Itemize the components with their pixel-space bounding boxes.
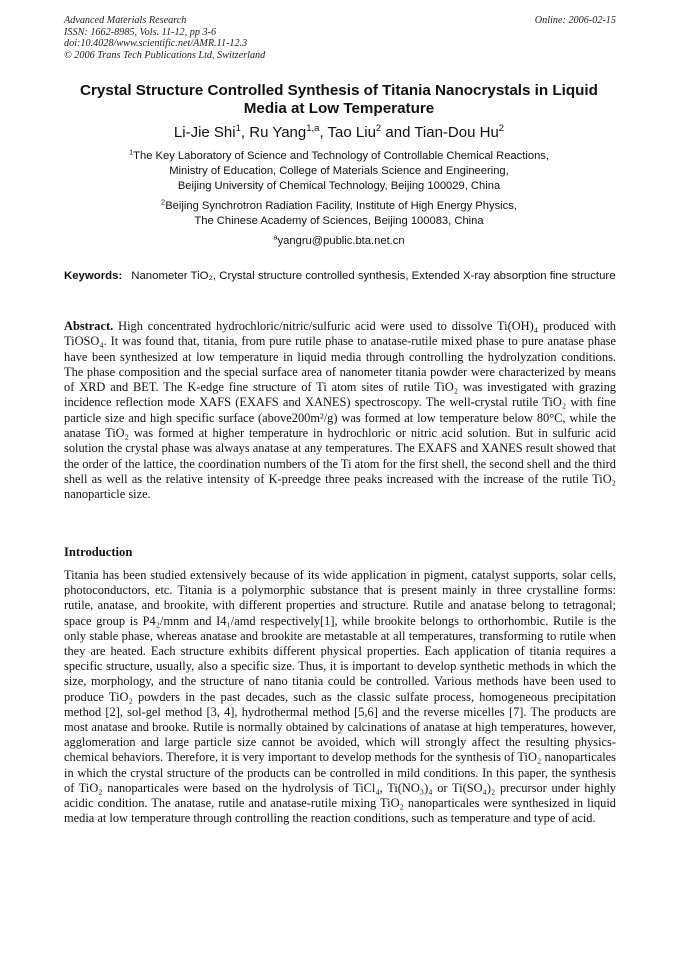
affiliation-line: Beijing University of Chemical Technology, Beijing 100029, China: [177, 180, 501, 192]
abstract-text: High concentrated hydrochloric/nitric/sulfuric acid were used to dissolve Ti(OH)₄ produced with TiOSO₄. It was found that, titania, from pure rutile phase to anatase-rutile mixed phase to pure anatase phase have been synthesized at low temperature in liquid media through controlling the hydrolyzation conditions. The phase composition and the special surface area of nanometer titania powder were characterized by means of XRD and BET. The K-edge fine structure of Ti atom sites of rutile TiO₂ was investigated with grazing incidence reflection mode XAFS (EXAFS and XANES) spectroscopy. The well-crystal rutile TiO₂ with fine particle size and high specific surface (above200m²/g) was formed at low temperature below 80°C, while the anatase TiO₂ was formed at higher temperature in hydrochloric or nitric acid solution. But in sulfuric acid solution the crystal phase was always anatase at any temperatures. The EXAFS and XANES result showed that the order of the lattice, the coordination numbers of the Ti atom for the first shell, the second shell and the third shell as well as the relative intensity of K-preedge three peaks increased with the increase of the rutile TiO₂ nanoparticle size.: [64, 319, 616, 502]
section-heading-introduction: Introduction: [64, 545, 133, 559]
introduction-body: Titania has been studied extensively because of its wide application in pigment, catalyst supports, solar cells, photoconductors, etc. Titania is a polymorphic substance that is present mainly in three crystalline forms: rutile, anatase, and brookite, with different properties and structure. Rutile and anatase belong to tetragonal; space group is P4₂/mnm and I4₁/amd respectively[1], while brookite belongs to orthorhombic. Rutile is the only stable phase, whereas anatase and brookite are metastable at all temperatures, transforming to rutile when they are heated. Each structure exhibits different physical properties. Each application of titania requires a specific structure, usually, also a specific size. Thus, it is important to develop synthetic methods in which the size, morphology, and the structure of nano titania could be controlled. Various methods have been used to produce TiO₂ powders in the past decades, such as the classic sulfate process, homogeneous precipitation method [2], sol-gel method [3, 4], hydrothermal method [5,6] and the reverse micelles [7]. The products are most anatase and brooke. Rutile is normally obtained by calcinations of anatase at high temperatures, however, agglomeration and large particle size cannot be avoided, which will strongly affect the resulting physics-chemical behaviors. Therefore, it is very important to develop methods for the synthesis of TiO₂ nanoparticales in which the crystal structure of the products can be controlled in mild conditions. In this paper, the synthesis of TiO₂ nanoparticales were based on the hydrolysis of TiCl₄, Ti(NO₃)₄ or Ti(SO₄)₂ precursor under highly acidic condition. The anatase, rutile and anatase-rutile mixing TiO₂ nanoparticales were synthesized in liquid media at low temperature through controlling the reaction conditions, such as temperature and type of acid.: [64, 568, 616, 826]
author-list: [40, 124, 638, 142]
affiliation-mark: 1: [128, 147, 134, 157]
journal-header: [64, 15, 616, 61]
email-mark: a: [273, 232, 278, 242]
abstract: [64, 319, 616, 503]
abstract-label: Abstract.: [64, 319, 114, 333]
email-address[interactable]: yangru@public.bta.net.cn: [277, 235, 405, 247]
affiliation-mark: 2: [161, 197, 166, 207]
author-affiliation-mark: 2: [375, 123, 382, 134]
author-affiliation-mark: 1: [235, 123, 241, 134]
contact-email: [40, 234, 638, 249]
author-affiliation-mark: 1,a: [306, 123, 320, 134]
keywords: [64, 269, 616, 284]
author-affiliation-mark: 2: [498, 123, 505, 134]
author-separator: and: [381, 124, 415, 141]
paper-title: [40, 82, 638, 118]
affiliation-2: [40, 199, 638, 229]
affiliation-line: The Key Laboratory of Science and Technology of Controllable Chemical Reactions,: [133, 150, 549, 162]
title-line-2: Media at Low Temperature: [243, 100, 435, 117]
keywords-text: Nanometer TiO₂, Crystal structure controlled synthesis, Extended X-ray absorption fine structure: [131, 270, 616, 282]
author-name: Tian-Dou Hu: [414, 124, 499, 141]
keywords-label: Keywords:: [64, 270, 123, 282]
journal-name: Advanced Materials Research: [64, 15, 187, 26]
author-separator: ,: [240, 124, 250, 141]
author-separator: ,: [319, 124, 328, 141]
issn-line: ISSN: 1662-8985, Vols. 11-12, pp 3-6: [64, 26, 217, 38]
author-name: Tao Liu: [327, 124, 376, 141]
doi-line[interactable]: doi:10.4028/www.scientific.net/AMR.11-12.3: [64, 38, 248, 49]
online-date: Online: 2006-02-15: [534, 15, 616, 26]
author-name: Ru Yang: [249, 124, 307, 141]
affiliation-line: The Chinese Academy of Sciences, Beijing 100083, China: [194, 215, 484, 227]
author-name: Li-Jie Shi: [173, 124, 236, 141]
title-line-1: Crystal Structure Controlled Synthesis of Titania Nanocrystals in Liquid: [80, 82, 598, 99]
copyright-line: © 2006 Trans Tech Publications Ltd, Switzerland: [64, 49, 266, 61]
affiliation-1: [40, 149, 638, 194]
affiliation-line: Ministry of Education, College of Materials Science and Engineering,: [169, 165, 509, 177]
affiliation-line: Beijing Synchrotron Radiation Facility, Institute of High Energy Physics,: [165, 200, 517, 212]
